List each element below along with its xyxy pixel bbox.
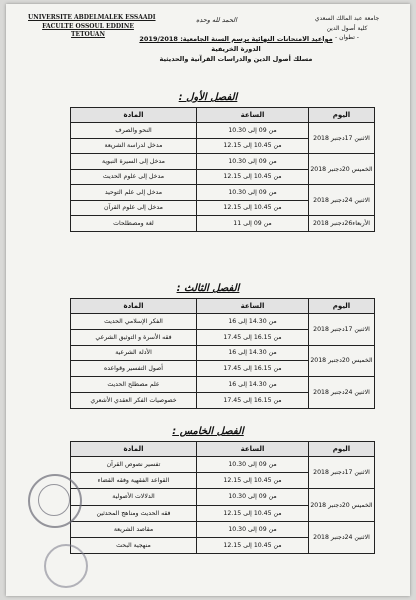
- table-header-row: [71, 442, 375, 457]
- program-title: مسلك أصول الدين والدراسات القرآنية والحديثية: [159, 55, 313, 64]
- exam-day-cell: الخميس 20دجنبر 2018: [309, 154, 375, 185]
- exam-subject-cell: مدخل إلى السيرة النبوية: [71, 154, 197, 170]
- exam-subject-cell: النحو والصرف: [71, 123, 197, 139]
- city-name-latin: TETOUAN: [71, 31, 105, 39]
- exam-subject-cell: فقه الحديث ومناهج المحدثين: [71, 505, 197, 521]
- schedule-table: [70, 441, 375, 554]
- exam-time-cell: من 10.45 إلى 12.15: [197, 473, 309, 489]
- faculty-name-arabic: كلية أصول الدين: [326, 24, 368, 32]
- exam-time-cell: من 09 إلى 10.30: [197, 521, 309, 537]
- exam-subject-cell: تفسير نصوص القرآن: [71, 457, 197, 473]
- exam-subject-cell: مقاصد الشريعة: [71, 521, 197, 537]
- table-row: [71, 377, 375, 393]
- exam-day-cell: الاثنين 24دجنبر 2018: [309, 377, 375, 409]
- exam-schedule-title: مواعيد الامتحانات النهائية برسم السنة الجامعية: 2019/2018: [139, 35, 333, 43]
- exam-day-cell: الخميس 20دجنبر 2018: [309, 345, 375, 377]
- exam-time-cell: من 16.15 إلى 17.45: [197, 361, 309, 377]
- column-header-time: الساعة: [197, 108, 309, 123]
- exam-time-cell: من 14.30 إلى 16: [197, 314, 309, 330]
- exam-time-cell: من 09 إلى 10.30: [197, 154, 309, 170]
- opening-invocation: الحمد لله وحده: [196, 16, 237, 24]
- column-header-subject: المادة: [71, 299, 197, 314]
- exam-day-cell: الاثنين 17دجنبر 2018: [309, 457, 375, 489]
- exam-subject-cell: لغة ومصطلحات: [71, 216, 197, 232]
- table-row: [71, 185, 375, 201]
- exam-time-cell: من 16.15 إلى 17.45: [197, 329, 309, 345]
- column-header-subject: المادة: [71, 442, 197, 457]
- header-left-latin: [28, 14, 156, 40]
- schedule-table: [70, 107, 375, 232]
- table-row: [71, 345, 375, 361]
- table-row: [71, 521, 375, 537]
- table-row: [71, 154, 375, 170]
- exam-day-cell: الاثنين 17دجنبر 2018: [309, 314, 375, 346]
- university-name-latin: UNIVERSITE ABDELMALEK ESSAADI: [28, 14, 156, 21]
- exam-time-cell: من 09 إلى 10.30: [197, 489, 309, 505]
- column-header-time: الساعة: [197, 442, 309, 457]
- exam-day-cell: الاثنين 24دجنبر 2018: [309, 185, 375, 216]
- exam-time-cell: من 09 إلى 10.30: [197, 185, 309, 201]
- semester-title: الفصل الخامس :: [172, 426, 244, 437]
- exam-subject-cell: أصول التفسير وقواعده: [71, 361, 197, 377]
- table-row: [71, 457, 375, 473]
- exam-day-cell: الاثنين 24دجنبر 2018: [309, 521, 375, 553]
- second-stamp: [44, 544, 88, 588]
- document-page: [6, 4, 410, 596]
- semester-title: الفصل الأول :: [178, 92, 238, 103]
- column-header-time: الساعة: [197, 299, 309, 314]
- exam-subject-cell: مدخل إلى علوم القرآن: [71, 200, 197, 216]
- city-name-arabic: - تطوان -: [335, 34, 359, 42]
- exam-subject-cell: خصوصيات الفكر العقدي الأشعري: [71, 392, 197, 408]
- column-header-subject: المادة: [71, 108, 197, 123]
- exam-subject-cell: فقه الأسرة و التوثيق الشرعي: [71, 329, 197, 345]
- exam-time-cell: من 16.15 إلى 17.45: [197, 392, 309, 408]
- exam-subject-cell: منهجية البحث: [71, 537, 197, 553]
- exam-time-cell: من 09 إلى 11: [197, 216, 309, 232]
- schedule-table: [70, 298, 375, 409]
- session-title: الدورة الخريفية: [211, 45, 261, 54]
- exam-subject-cell: الأدلة الشرعية: [71, 345, 197, 361]
- table-row: [71, 123, 375, 139]
- exam-time-cell: من 14.30 إلى 16: [197, 377, 309, 393]
- exam-time-cell: من 10.45 إلى 12.15: [197, 537, 309, 553]
- exam-subject-cell: علم مصطلح الحديث: [71, 377, 197, 393]
- table-header-row: [71, 299, 375, 314]
- exam-subject-cell: مدخل إلى علوم الحديث: [71, 169, 197, 185]
- exam-time-cell: من 09 إلى 10.30: [197, 457, 309, 473]
- exam-time-cell: من 10.45 إلى 12.15: [197, 200, 309, 216]
- column-header-day: اليوم: [309, 108, 375, 123]
- exam-subject-cell: مدخل إلى علم التوحيد: [71, 185, 197, 201]
- table-row: [71, 314, 375, 330]
- faculty-name-latin: FACULTE OSSOUL EDDINE: [42, 22, 134, 30]
- table-row: [71, 489, 375, 505]
- exam-day-cell: الاثنين 17دجنبر 2018: [309, 123, 375, 154]
- document-titles: [136, 34, 336, 64]
- table-row: [71, 216, 375, 232]
- exam-subject-cell: مدخل لدراسة الشريعة: [71, 138, 197, 154]
- exam-time-cell: من 10.45 إلى 12.15: [197, 138, 309, 154]
- exam-time-cell: من 10.45 إلى 12.15: [197, 169, 309, 185]
- exam-time-cell: من 09 إلى 10.30: [197, 123, 309, 139]
- column-header-day: اليوم: [309, 442, 375, 457]
- exam-day-cell: الأربعاء26دجنبر 2018: [309, 216, 375, 232]
- official-stamp: [28, 474, 82, 528]
- university-name-arabic: جامعة عبد المالك السعدي: [314, 15, 380, 22]
- exam-subject-cell: الدلالات الأصولية: [71, 489, 197, 505]
- exam-subject-cell: الفكر الإسلامي الحديث: [71, 314, 197, 330]
- exam-subject-cell: القواعد الفقهية وفقه القضاء: [71, 473, 197, 489]
- table-header-row: [71, 108, 375, 123]
- exam-time-cell: من 14.30 إلى 16: [197, 345, 309, 361]
- semester-title: الفصل الثالث :: [176, 283, 240, 294]
- exam-time-cell: من 10.45 إلى 12.15: [197, 505, 309, 521]
- column-header-day: اليوم: [309, 299, 375, 314]
- exam-day-cell: الخميس 20دجنبر 2018: [309, 489, 375, 521]
